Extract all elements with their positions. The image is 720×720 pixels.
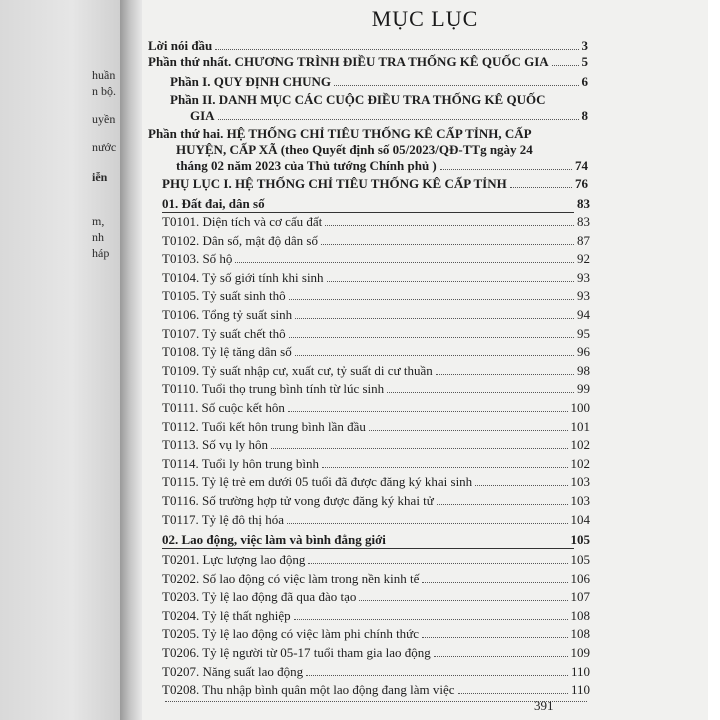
- toc-entry-label: T0208. Thu nhập bình quân một lao động đang làm việc: [162, 682, 455, 698]
- toc-entry-page: 8: [581, 108, 588, 123]
- leader-dots: [287, 523, 567, 524]
- leader-dots: [321, 244, 574, 245]
- toc-entry: [190, 108, 588, 123]
- toc-page: [142, 0, 708, 720]
- toc-entry-page: 83: [577, 196, 590, 211]
- toc-entry-page: 94: [577, 307, 590, 322]
- leader-dots: [322, 467, 568, 468]
- facing-page-fragment: nh: [92, 230, 104, 244]
- toc-entry: [162, 400, 590, 415]
- toc-entry-label: T0113. Số vụ ly hôn: [162, 437, 269, 453]
- toc-entry-page: 98: [577, 362, 590, 378]
- toc-entry-page: 99: [577, 381, 590, 397]
- leader-dots: [308, 563, 567, 564]
- toc-entry: [162, 307, 590, 322]
- facing-page-edge: [0, 0, 120, 720]
- toc-entry: [162, 288, 590, 303]
- toc-entry-label: T0117. Tỷ lệ đô thị hóa: [162, 511, 285, 527]
- leader-dots: [434, 656, 568, 657]
- toc-entry-page: 3: [581, 38, 588, 53]
- toc-entry: [162, 214, 590, 229]
- toc-entry-label-line: Phần thứ hai. HỆ THỐNG CHỈ TIÊU THỐNG KÊ CẤP TỈNH, CẤP: [148, 126, 532, 141]
- toc-entry: [162, 233, 590, 248]
- toc-entry: [162, 251, 590, 266]
- leader-dots: [436, 374, 574, 375]
- toc-entry-label: T0115. Tỷ lệ trẻ em dưới 05 tuổi đã được đăng ký khai sinh: [162, 474, 473, 490]
- facing-page-fragment: háp: [92, 246, 110, 260]
- toc-entry-page: 76: [575, 176, 588, 191]
- toc-entry-page: 6: [581, 74, 588, 89]
- leader-dots: [165, 701, 587, 702]
- toc-entry: [170, 74, 588, 89]
- leader-dots: [510, 187, 572, 188]
- facing-page-fragment: iễn: [92, 170, 108, 184]
- toc-entry-label: GIA: [190, 108, 215, 123]
- toc-entry-multiline: [148, 126, 548, 158]
- toc-entry-label: T0204. Tỷ lệ thất nghiệp: [162, 607, 291, 623]
- facing-page-fragment: uyền: [92, 112, 116, 126]
- toc-entry: [162, 626, 590, 641]
- facing-page-fragment: nước: [92, 140, 117, 154]
- leader-dots: [422, 582, 567, 583]
- toc-entry-label: T0106. Tổng tỷ suất sinh: [162, 307, 293, 322]
- toc-entry-label: T0202. Số lao động có việc làm trong nền kinh tế: [162, 570, 420, 586]
- toc-entry-label: T0102. Dân số, mật độ dân số: [162, 232, 318, 248]
- page-title: MỤC LỤC: [371, 6, 479, 31]
- toc-entry-label-line: Phần II. DANH MỤC CÁC CUỘC ĐIỀU TRA THỐNG KÊ QUỐC: [170, 92, 546, 107]
- toc-entry: [162, 701, 590, 705]
- toc-entry-page: 105: [570, 532, 590, 547]
- toc-entry-label: T0206. Tỷ lệ người từ 05-17 tuổi tham gia lao động: [162, 645, 431, 660]
- page-number: 391: [534, 698, 554, 713]
- toc-entry: [162, 344, 590, 359]
- toc-entry-label: Phần thứ nhất. CHƯƠNG TRÌNH ĐIỀU TRA THỐNG KÊ QUỐC GIA: [148, 54, 549, 69]
- leader-dots: [437, 504, 568, 505]
- toc-entry-label: T0116. Số trường hợp tử vong được đăng ký khai tử: [162, 493, 434, 508]
- toc-section-heading: [162, 532, 590, 547]
- toc-entry-label: T0101. Diện tích và cơ cấu đất: [162, 214, 323, 229]
- toc-section-heading: [162, 196, 590, 211]
- toc-entry-page: 74: [575, 158, 588, 173]
- toc-entry: [148, 38, 588, 53]
- leader-dots: [422, 637, 568, 638]
- toc-entry: [162, 176, 588, 191]
- leader-dots: [295, 355, 574, 356]
- leader-dots: [235, 262, 574, 263]
- toc-entry-page: 108: [570, 626, 590, 642]
- book-gutter: [120, 0, 142, 720]
- toc-entry-page: 93: [577, 269, 590, 285]
- leader-dots: [294, 619, 568, 620]
- toc-entry-label: Phần I. QUY ĐỊNH CHUNG: [170, 74, 331, 89]
- leader-dots: [289, 299, 574, 300]
- toc-entry: [162, 326, 590, 341]
- toc-entry-page: 110: [570, 682, 590, 698]
- toc-entry-page: 101: [570, 418, 590, 434]
- toc-entry-page: 103: [570, 493, 590, 508]
- toc-entry-page: 110: [570, 663, 590, 679]
- toc-entry: [148, 54, 588, 69]
- toc-entry-page: 105: [570, 552, 590, 567]
- toc-entry-page: 102: [570, 437, 590, 453]
- leader-dots: [306, 675, 568, 676]
- toc-entry-page: 108: [570, 607, 590, 623]
- toc-entry-label: T0203. Tỷ lệ lao động đã qua đào tạo: [162, 589, 357, 605]
- toc-entry-label: Lời nói đầu: [148, 38, 213, 53]
- photo-border: [708, 0, 720, 720]
- toc-entry-label: T0105. Tỷ suất sinh thô: [162, 288, 286, 304]
- leader-dots: [325, 225, 574, 226]
- toc-entry: [162, 645, 590, 660]
- toc-entry-label: T0104. Tỷ số giới tính khi sinh: [162, 269, 324, 285]
- toc-entry-label: T0201. Lực lượng lao động: [162, 552, 306, 567]
- toc-entry-page: 106: [570, 570, 590, 586]
- toc-entry-page: 5: [581, 54, 588, 69]
- toc-entry: [162, 437, 590, 452]
- toc-entry: [162, 381, 590, 396]
- toc-entry-label: T0108. Tỷ lệ tăng dân số: [162, 344, 292, 360]
- toc-entry: [162, 363, 590, 378]
- toc-entry: [162, 571, 590, 586]
- toc-entry: [162, 552, 590, 567]
- leader-dots: [271, 448, 567, 449]
- leader-dots: [387, 392, 574, 393]
- toc-entry-label: T0205. Tỷ lệ lao động có việc làm phi chính thức: [162, 626, 419, 642]
- leader-dots: [334, 85, 579, 86]
- toc-entry-label-line: HUYỆN, CẤP XÃ (theo Quyết định số 05/2023/QĐ-TTg ngày 24: [176, 142, 533, 157]
- toc-entry-label: PHỤ LỤC I. HỆ THỐNG CHỈ TIÊU THỐNG KÊ CẤP TỈNH: [162, 176, 507, 191]
- toc-entry: [162, 664, 590, 679]
- leader-dots: [288, 411, 568, 412]
- toc-entry-label: 02. Lao động, việc làm và bình đẳng giới: [162, 532, 386, 547]
- toc-entry-page: 87: [577, 232, 590, 248]
- toc-entry-label: T0112. Tuổi kết hôn trung bình lần đầu: [162, 418, 366, 434]
- section-rule: [162, 548, 574, 549]
- toc-entry: [162, 493, 590, 508]
- toc-entry-page: 92: [577, 251, 590, 267]
- toc-entry-label: T0109. Tỷ suất nhập cư, xuất cư, tỷ suất di cư thuần: [162, 362, 433, 378]
- toc-entry-page: 107: [570, 589, 590, 605]
- section-rule: [162, 212, 574, 213]
- toc-entry: [162, 270, 590, 285]
- toc-entry-label: tháng 02 năm 2023 của Thủ tướng Chính phủ ): [176, 158, 437, 173]
- leader-dots: [475, 485, 567, 486]
- leader-dots: [552, 65, 579, 66]
- toc-entry: [162, 419, 590, 434]
- leader-dots: [440, 169, 572, 170]
- leader-dots: [218, 119, 579, 120]
- toc-entry: [162, 589, 590, 604]
- facing-page-fragment: m,: [92, 214, 105, 228]
- facing-page-fragment: huần: [92, 68, 116, 82]
- leader-dots: [327, 281, 574, 282]
- toc-entry: [162, 682, 590, 697]
- toc-entry-page: 96: [577, 344, 590, 360]
- toc-entry-label: T0110. Tuổi thọ trung bình tính từ lúc sinh: [162, 381, 385, 397]
- toc-entry-page: 102: [570, 455, 590, 471]
- leader-dots: [369, 430, 568, 431]
- toc-entry: [176, 158, 588, 173]
- toc-entry-label: T0107. Tỷ suất chết thô: [162, 325, 286, 341]
- toc-entry: [162, 474, 590, 489]
- leader-dots: [359, 600, 567, 601]
- toc-entry-page: 104: [570, 511, 590, 527]
- toc-entry-page: 95: [577, 325, 590, 341]
- toc-entry: [162, 608, 590, 623]
- toc-entry-label: T0114. Tuổi ly hôn trung bình: [162, 455, 319, 471]
- toc-entry-label: T0103. Số hộ: [162, 251, 233, 267]
- toc-entry-label: 01. Đất đai, dân số: [162, 196, 265, 211]
- facing-page-fragment: n bộ.: [92, 84, 116, 98]
- toc-entry-multiline: [170, 92, 550, 108]
- toc-entry: [162, 512, 590, 527]
- leader-dots: [458, 693, 568, 694]
- toc-entry-label: T0111. Số cuộc kết hôn: [162, 400, 285, 415]
- leader-dots: [215, 49, 578, 50]
- toc-entry-label: T0207. Năng suất lao động: [162, 663, 304, 679]
- toc-entry: [162, 456, 590, 471]
- leader-dots: [289, 337, 574, 338]
- toc-entry-page: 100: [570, 400, 590, 415]
- toc-entry-page: 93: [577, 288, 590, 304]
- toc-entry-page: 83: [577, 214, 590, 229]
- toc-entry-page: 109: [570, 645, 590, 660]
- toc-entry-page: 103: [570, 474, 590, 490]
- leader-dots: [295, 318, 574, 319]
